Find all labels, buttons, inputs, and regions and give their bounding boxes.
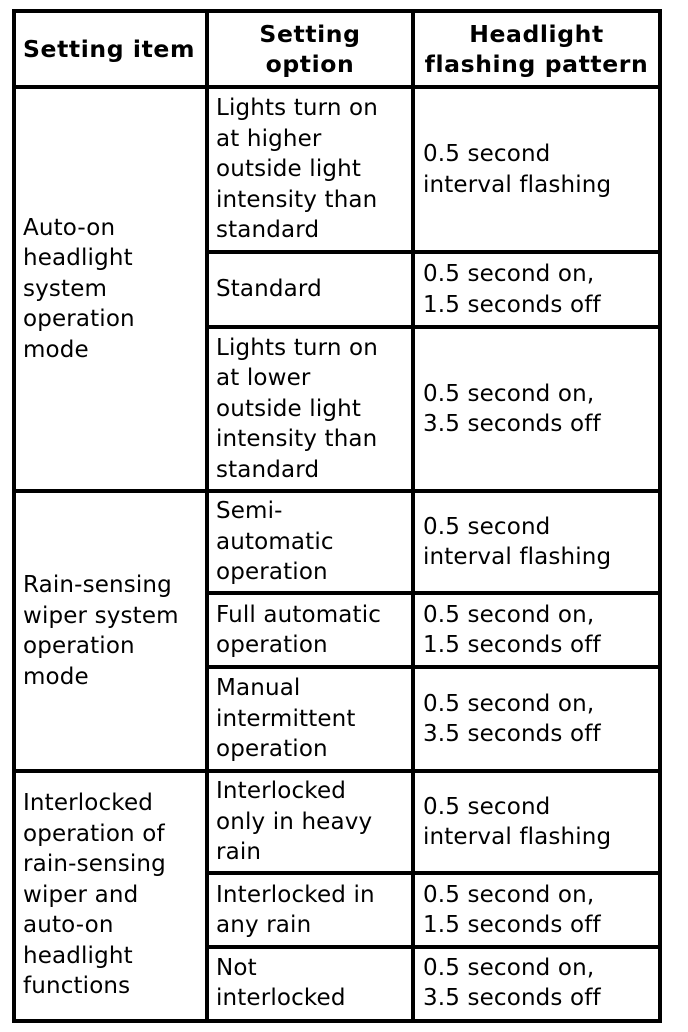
- setting-item-cell-line: Auto-on: [23, 214, 116, 241]
- setting-option-cell-line: automatic: [216, 528, 334, 555]
- setting-option-cell-line: Standard: [216, 276, 322, 303]
- setting-option-cell-line: Manual: [216, 675, 301, 702]
- setting-item-cell-line: operation of: [23, 820, 165, 847]
- setting-item-cell-line: mode: [23, 336, 89, 363]
- flashing-pattern-cell-line: 0.5 second on,: [423, 601, 595, 628]
- setting-item-cell-line: mode: [23, 663, 89, 690]
- flashing-pattern-cell-line: 1.5 seconds off: [423, 912, 601, 938]
- setting-item-cell-line: headlight: [23, 942, 133, 969]
- setting-option-cell: [209, 254, 411, 325]
- flashing-pattern-cell-line: 3.5 seconds off: [423, 411, 601, 437]
- flashing-pattern-cell: [415, 493, 658, 591]
- flashing-pattern-cell-line: 0.5 second on,: [423, 690, 595, 717]
- setting-option-cell: [209, 669, 411, 769]
- setting-option-cell-line: Full automatic: [216, 601, 382, 628]
- setting-option-cell-line: any rain: [216, 912, 312, 938]
- setting-option-cell-line: rain: [216, 839, 262, 866]
- flashing-pattern-cell: [415, 89, 658, 250]
- header-flashing-pattern: [415, 13, 658, 85]
- flashing-pattern-cell-line: 0.5 second: [423, 793, 551, 820]
- setting-option-cell: [209, 773, 411, 871]
- setting-item-cell-line: operation: [23, 633, 135, 659]
- header-setting-option-line: option: [265, 50, 355, 78]
- flashing-pattern-cell: [415, 773, 658, 871]
- setting-option-cell-line: interlocked: [216, 985, 346, 1011]
- setting-item-cell-line: headlight: [23, 245, 133, 272]
- setting-option-cell-line: intensity than: [216, 426, 378, 453]
- setting-option-cell-line: intensity than: [216, 186, 378, 213]
- flashing-pattern-cell-line: 0.5 second: [423, 513, 551, 540]
- setting-option-cell: [209, 875, 411, 945]
- flashing-pattern-cell: [415, 669, 658, 769]
- flashing-pattern-cell: [415, 949, 658, 1017]
- setting-option-cell: [209, 89, 411, 250]
- setting-option-cell-line: Interlocked in: [216, 881, 375, 908]
- flashing-pattern-cell-line: interval flashing: [423, 544, 612, 570]
- setting-item-cell-line: auto-on: [23, 912, 114, 939]
- setting-item-cell-line: wiper and: [23, 881, 139, 908]
- flashing-pattern-cell-line: 1.5 seconds off: [423, 632, 601, 658]
- setting-option-cell-line: Semi-: [216, 498, 283, 525]
- setting-option-cell-line: operation: [216, 559, 328, 586]
- setting-item-cell-line: system: [23, 275, 108, 302]
- setting-option-cell-line: operation: [216, 632, 328, 658]
- setting-item-cell: [16, 773, 205, 1017]
- flashing-pattern-cell-line: interval flashing: [423, 171, 612, 198]
- flashing-pattern-cell-line: 0.5 second on,: [423, 261, 595, 287]
- setting-option-cell-line: operation: [216, 736, 328, 763]
- header-flashing-pattern-line: Headlight: [469, 19, 604, 48]
- setting-option-cell: [209, 949, 411, 1017]
- header-setting-option: [209, 13, 411, 85]
- setting-option-cell: [209, 493, 411, 591]
- setting-option-cell-line: intermittent: [216, 705, 356, 732]
- setting-item-cell-line: Interlocked: [23, 790, 153, 817]
- setting-option-cell-line: only in heavy: [216, 808, 373, 835]
- flashing-pattern-cell: [415, 329, 658, 489]
- setting-option-cell-line: Not: [216, 954, 257, 981]
- setting-item-cell-line: operation: [23, 306, 135, 333]
- setting-item-cell-line: wiper system: [23, 602, 179, 629]
- flashing-pattern-cell-line: 1.5 seconds off: [423, 291, 601, 318]
- header-flashing-pattern-line: flashing pattern: [424, 50, 649, 78]
- setting-option-cell-line: standard: [216, 456, 320, 483]
- setting-item-cell-line: Rain-sensing: [23, 572, 172, 598]
- header-setting-item-line: Setting item: [23, 34, 196, 63]
- flashing-pattern-cell-line: 0.5 second on,: [423, 380, 595, 407]
- flashing-pattern-cell: [415, 254, 658, 325]
- setting-option-cell-line: Interlocked: [216, 778, 346, 805]
- flashing-pattern-cell: [415, 595, 658, 665]
- setting-item-cell-line: rain-sensing: [23, 851, 166, 878]
- setting-item-cell: [16, 493, 205, 769]
- flashing-pattern-cell-line: interval flashing: [423, 824, 612, 850]
- flashing-pattern-cell-line: 0.5 second on,: [423, 881, 595, 908]
- settings-table: [12, 9, 662, 1023]
- setting-option-cell-line: at lower: [216, 365, 311, 392]
- flashing-pattern-cell-line: 3.5 seconds off: [423, 721, 601, 747]
- setting-option-cell-line: at higher: [216, 125, 322, 152]
- flashing-pattern-cell-line: 0.5 second: [423, 141, 551, 167]
- flashing-pattern-cell-line: 3.5 seconds off: [423, 985, 601, 1011]
- setting-option-cell: [209, 595, 411, 665]
- setting-option-cell-line: outside light: [216, 156, 362, 183]
- header-setting-option-line: Setting: [259, 19, 361, 48]
- setting-item-cell: [16, 89, 205, 489]
- setting-option-cell: [209, 329, 411, 489]
- setting-option-cell-line: Lights turn on: [216, 95, 378, 122]
- setting-item-cell-line: functions: [23, 973, 131, 1000]
- flashing-pattern-cell-line: 0.5 second on,: [423, 954, 595, 981]
- setting-option-cell-line: outside light: [216, 395, 362, 422]
- header-setting-item: [16, 13, 205, 85]
- setting-option-cell-line: standard: [216, 217, 320, 244]
- flashing-pattern-cell: [415, 875, 658, 945]
- setting-option-cell-line: Lights turn on: [216, 334, 378, 361]
